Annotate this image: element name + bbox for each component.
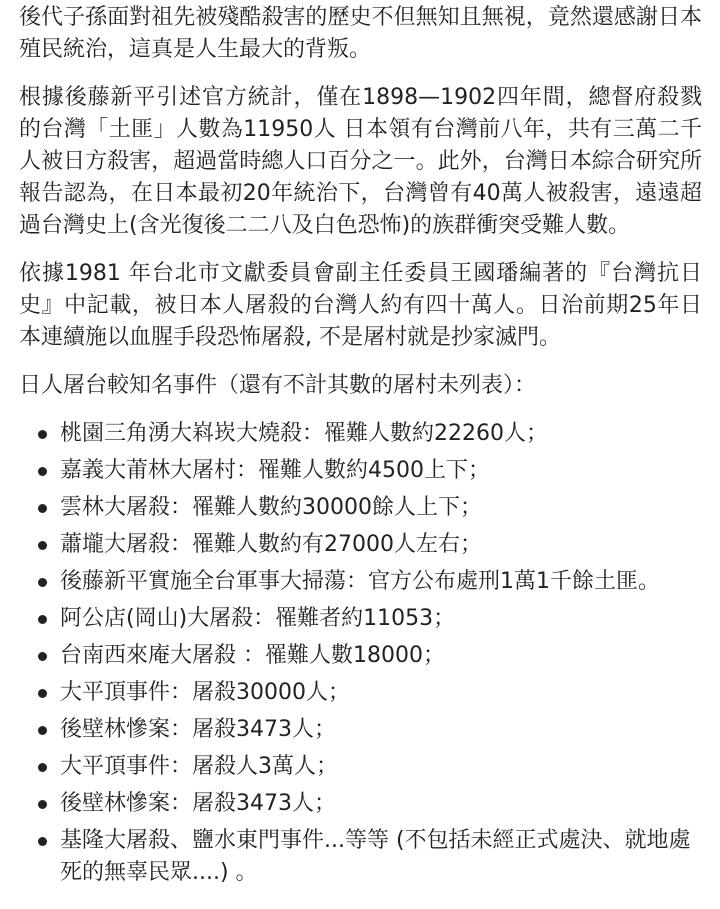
bullet-icon [38, 763, 47, 772]
events-heading: 日人屠台較知名事件（還有不計其數的屠村未列表）： [19, 373, 537, 398]
bullet-icon [38, 504, 47, 513]
list-item-text: 大平頂事件：屠殺30000人； [60, 680, 350, 705]
list-item [19, 788, 702, 820]
bullet-icon [38, 578, 47, 587]
history-source-paragraph: 依據1981 年台北市文獻委員會副主任委員王國璠編著的『台灣抗日史』中記載，被日本人屠殺的台灣人約有四十萬人。日治前期25年日本連續施以血腥手段恐怖屠殺, 不是屠村就是抄家滅門。 [19, 261, 702, 350]
list-item [19, 492, 702, 524]
bullet-icon [38, 726, 47, 735]
list-item-text: 阿公店(岡山)大屠殺：罹難者約11053； [60, 606, 456, 631]
list-item [19, 751, 702, 783]
bullet-icon [38, 430, 47, 439]
list-item-text: 大平頂事件：屠殺人3萬人； [60, 754, 338, 779]
list-item-text: 嘉義大莆林大屠村：罹難人數約4500上下； [60, 458, 490, 483]
list-item-text: 桃園三角湧大嵙崁大燒殺：罹難人數約22260人； [60, 421, 548, 446]
list-item-text: 台南西來庵大屠殺 ：罹難人數18000； [60, 643, 445, 668]
statistics-paragraph: 根據後藤新平引述官方統計，僅在1898—1902四年間，總督府殺戮的台灣「土匪」人數為11950人 日本領有台灣前八年，共有三萬二千人被日方殺害，超過當時總人口百分之一。此外，台灣日本綜合研究所報告認為，在日本最初20年統治下，台灣曾有40萬人被殺害，遠遠超過台灣史上(含光復後二二八及白色恐怖)的族群衝突受難人數。 [19, 85, 702, 238]
bullet-icon [38, 467, 47, 476]
bullet-icon [38, 800, 47, 809]
events-list [19, 418, 702, 889]
intro-paragraph: 後代子孫面對祖先被殘酷殺害的歷史不但無知且無視，竟然還感謝日本殖民統治，這真是人生最大的背叛。 [19, 5, 702, 62]
list-item [19, 418, 702, 450]
bullet-icon [38, 689, 47, 698]
list-item [19, 603, 702, 635]
list-item [19, 455, 702, 487]
list-item-text: 基隆大屠殺、鹽水東門事件...等等 (不包括未經正式處決、就地處死的無辜民眾....) 。 [60, 828, 691, 885]
article-body [0, 2, 720, 889]
list-item [19, 825, 702, 889]
list-item-text: 雲林大屠殺：罹難人數約30000餘人上下； [60, 495, 482, 520]
list-item-text: 後壁林慘案：屠殺3473人； [60, 791, 336, 816]
bullet-icon [38, 541, 47, 550]
list-item-text: 後藤新平實施全台軍事大掃蕩：官方公布處刑1萬1千餘土匪。 [60, 569, 660, 594]
list-item [19, 640, 702, 672]
list-item-text: 後壁林慘案：屠殺3473人； [60, 717, 336, 742]
bullet-icon [38, 837, 47, 846]
list-item-text: 蕭壠大屠殺：罹難人數約有27000人左右； [60, 532, 482, 557]
list-item [19, 714, 702, 746]
list-item [19, 677, 702, 709]
list-item [19, 566, 702, 598]
bullet-icon [38, 652, 47, 661]
list-item [19, 529, 702, 561]
bullet-icon [38, 615, 47, 624]
